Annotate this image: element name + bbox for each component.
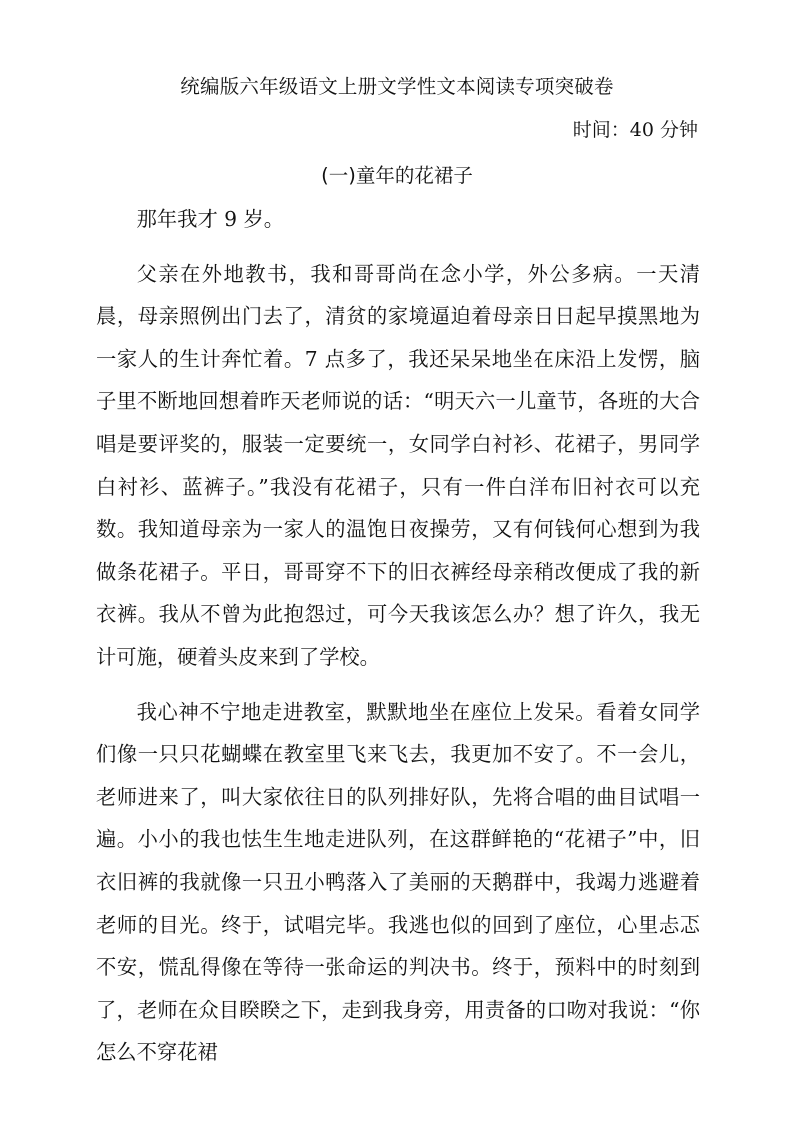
article-body [96, 198, 700, 1086]
section-title: (一)童年的花裙子 [321, 164, 473, 187]
time-limit: 时间：40 分钟 [572, 119, 698, 141]
paragraph: 我心神不宁地走进教室，默默地坐在座位上发呆。看着女同学们像一只只花蝴蝶在教室里飞来飞去，我更加不安了。不一会儿，老师进来了，叫大家依往日的队列排好队，先将合唱的曲目试唱一遍。小小的我也怯生生地走进队列，在这群鲜艳的“花裙子”中，旧衣旧裤的我就像一只丑小鸭落入了美丽的天鹅群中，我竭力逃避着老师的目光。终于，试唱完毕。我逃也似的回到了座位，心里忐忑不安，慌乱得像在等待一张命运的判决书。终于，预料中的时刻到了，老师在众目睽睽之下，走到我身旁，用责备的口吻对我说：“你怎么不穿花裙 [96, 699, 700, 1065]
paragraph: 那年我才 9 岁。 [136, 207, 285, 231]
document-title: 统编版六年级语文上册文学性文本阅读专项突破卷 [180, 75, 614, 98]
paragraph: 父亲在外地教书，我和哥哥尚在念小学，外公多病。一天清晨，母亲照例出门去了，清贫的家境逼迫着母亲日日起早摸黑地为一家人的生计奔忙着。7 点多了，我还呆呆地坐在床沿上发愣，脑子里不断地回想着昨天老师说的话：“明天六一儿童节，各班的大合唱是要评奖的，服装一定要统一，女同学白衬衫、花裙子，男同学白衬衫、蓝裤子。”我没有花裙子，只有一件白洋布旧衬衣可以充数。我知道母亲为一家人的温饱日夜操劳，又有何钱何心想到为我做条花裙子。平日，哥哥穿不下的旧衣裤经母亲稍改便成了我的新衣裤。我从不曾为此抱怨过，可今天我该怎么办？想了许久，我无计可施，硬着头皮来到了学校。 [96, 261, 700, 669]
